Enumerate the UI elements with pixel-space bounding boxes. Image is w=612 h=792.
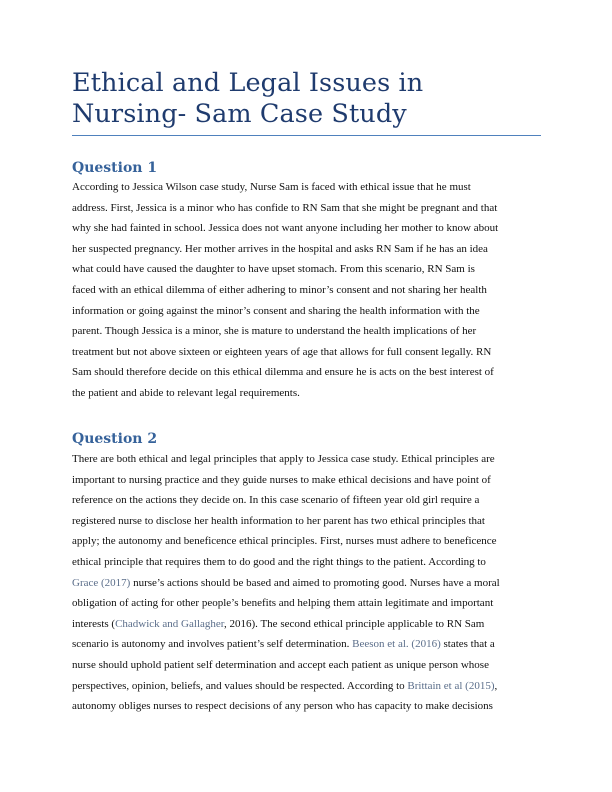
paragraph-line: treatment but not above sixteen or eighteen years of age that allows for full consent legally. RN xyxy=(72,345,492,358)
paragraph-line: why she had fainted in school. Jessica does not want anyone including her mother to know about xyxy=(72,222,499,235)
title-line-1: Ethical and Legal Issues in xyxy=(72,68,424,98)
paragraph-line: interests ( xyxy=(72,617,116,630)
paragraph-line: nurse should uphold patient self determination and accept each patient as unique person whose xyxy=(72,658,489,671)
paragraph-line: the patient and abide to relevant legal requirements. xyxy=(72,386,300,399)
question-2-paragraph xyxy=(72,449,544,717)
paragraph-line: According to Jessica Wilson case study, Nurse Sam is faced with ethical issue that he must xyxy=(72,181,471,193)
paragraph-line: apply; the autonomy and beneficence ethical principles. First, nurses must adhere to beneficence xyxy=(72,535,497,548)
paragraph-line: her suspected pregnancy. Her mother arrives in the hospital and asks RN Sam if he has an idea xyxy=(72,242,488,255)
paragraph-line: nurse’s actions should be based and aimed to promoting good. Nurses have a moral xyxy=(130,576,500,589)
question-1-heading: Question 1 xyxy=(72,160,158,176)
paragraph-line: reference on the actions they decide on. In this case scenario of fifteen year old girl require a xyxy=(72,494,480,507)
paragraph-line: faced with an ethical dilemma of either adhering to minor’s consent and not sharing her health xyxy=(72,283,487,296)
paragraph-line: , xyxy=(494,679,498,692)
citation-brittain-2015: Brittain et al (2015) xyxy=(407,679,495,692)
title-underline-rule xyxy=(72,135,541,136)
paragraph-line: important to nursing practice and they guide nurses to make ethical decisions and have point of xyxy=(72,473,491,486)
question-2-heading: Question 2 xyxy=(72,431,158,447)
citation-grace-2017: Grace (2017) xyxy=(72,576,131,589)
paragraph-line: , 2016). The second ethical principle applicable to RN Sam xyxy=(224,617,485,630)
title-line-2: Nursing- Sam Case Study xyxy=(72,99,407,129)
paragraph-line: Sam should therefore decide on this ethical dilemma and ensure he is acts on the best interest of xyxy=(72,366,494,379)
question-1-paragraph xyxy=(72,177,544,404)
paragraph-line: There are both ethical and legal principles that apply to Jessica case study. Ethical principles are xyxy=(72,453,495,465)
paragraph-line: what could have caused the daughter to have upset stomach. From this scenario, RN Sam is xyxy=(72,263,475,276)
paragraph-line: registered nurse to disclose her health information to her parent has two ethical principles that xyxy=(72,514,485,527)
paragraph-line: ethical principle that requires them to do good and the right things to the patient. According to xyxy=(72,555,486,568)
paragraph-line: autonomy obliges nurses to respect decisions of any person who has capacity to make decisions xyxy=(72,700,493,713)
paragraph-line: address. First, Jessica is a minor who has confide to RN Sam that she might be pregnant and that xyxy=(72,201,498,214)
paragraph-line: information or going against the minor’s consent and sharing the health information with the xyxy=(72,304,480,317)
citation-chadwick-gallagher: Chadwick and Gallagher xyxy=(115,617,224,630)
paragraph-line: perspectives, opinion, beliefs, and values should be respected. According to xyxy=(72,679,408,692)
citation-beeson-2016: Beeson et al. (2016) xyxy=(352,638,441,651)
paragraph-line: parent. Though Jessica is a minor, she is mature to understand the health implications of her xyxy=(72,325,477,338)
document-title xyxy=(72,68,542,130)
paragraph-line: scenario is autonomy and involves patient’s self determination. xyxy=(72,638,353,651)
paragraph-line: states that a xyxy=(440,638,495,651)
paragraph-line: obligation of acting for other people’s benefits and helping them attain legitimate and important xyxy=(72,597,494,610)
